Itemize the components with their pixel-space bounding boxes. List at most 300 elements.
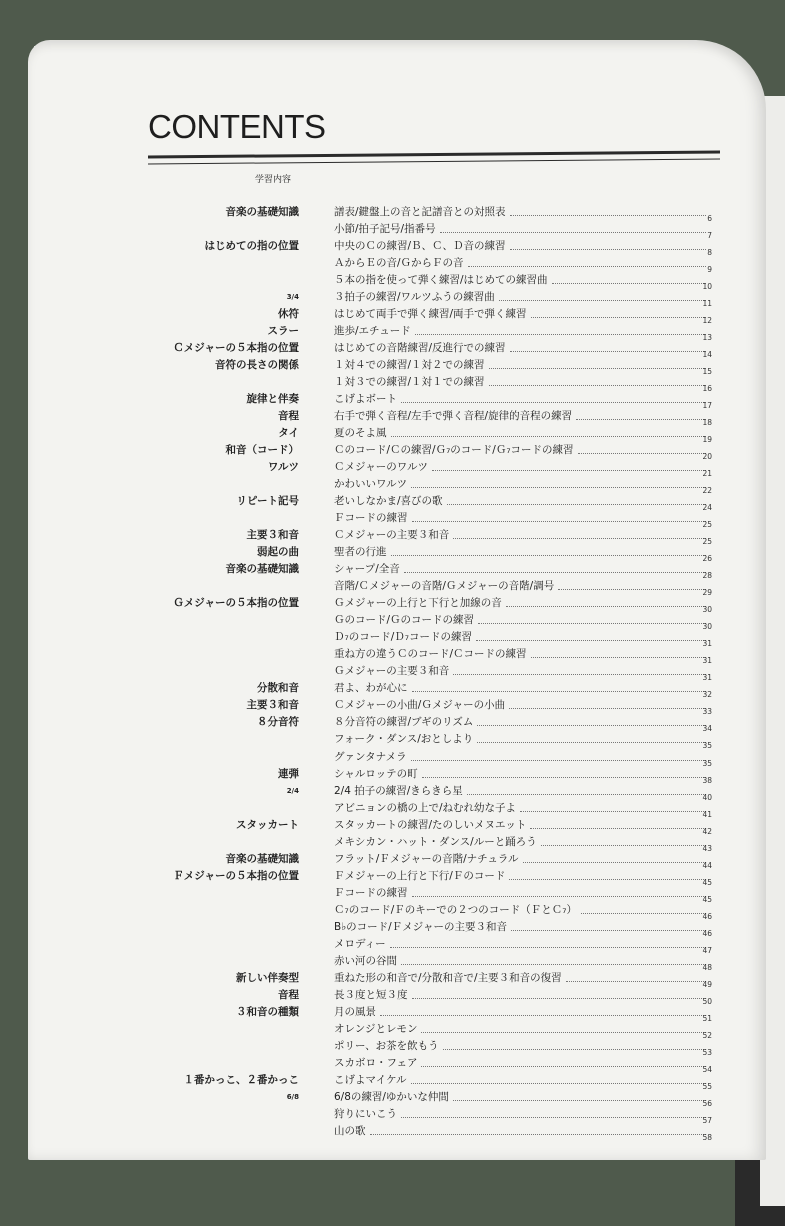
toc-row (0, 630, 785, 647)
toc-page-number: 14 (702, 350, 712, 360)
toc-entry (334, 1005, 710, 1019)
toc-page-number: 17 (702, 401, 712, 411)
toc-entry-title: 中央のＣの練習/Ｂ、Ｃ、Ｄ音の練習 (334, 240, 506, 253)
toc-entry (334, 375, 710, 389)
toc-row (0, 698, 785, 715)
toc-entry-title: 進歩/エチュード (334, 325, 411, 338)
toc-entry (334, 988, 710, 1002)
toc-row (0, 954, 785, 971)
toc-category: スタッカート (236, 818, 299, 831)
toc-entry (334, 1039, 710, 1053)
toc-entry (334, 869, 710, 883)
toc-row (0, 324, 785, 341)
toc-row (0, 613, 785, 630)
subheading: 学習内容 (255, 175, 292, 185)
toc-page-number: 12 (702, 316, 712, 326)
dot-leader (477, 725, 706, 726)
toc-entry-title: ８分音符の練習/ブギのリズム (334, 716, 474, 729)
toc-page-number: 33 (702, 707, 712, 717)
dot-leader (506, 606, 706, 607)
toc-row (0, 256, 785, 273)
toc-entry-title: 小節/拍子記号/指番号 (334, 223, 436, 236)
toc-entry-title: １対３での練習/１対１での練習 (334, 376, 485, 389)
toc-page-number: 26 (702, 554, 712, 564)
dot-leader (447, 504, 706, 505)
dot-leader (421, 1066, 706, 1067)
toc-entry (334, 903, 710, 917)
toc-category: ８分音符 (257, 716, 299, 729)
toc-row (0, 409, 785, 426)
toc-entry (334, 511, 710, 525)
toc-row (0, 1039, 785, 1056)
toc-entry-title: B♭のコード/Ｆメジャーの主要３和音 (334, 920, 507, 933)
toc-entry-title: Ｄ₇のコード/Ｄ₇コードの練習 (334, 631, 472, 644)
dot-leader (531, 657, 706, 658)
toc-row (0, 681, 785, 698)
toc-entry (334, 920, 710, 934)
toc-page-number: 38 (702, 775, 712, 785)
toc-entry-title: シャープ/全音 (334, 563, 400, 576)
toc-page-number: 15 (702, 367, 712, 377)
toc-entry-title: グァンタナメラ (334, 750, 407, 763)
toc-row (0, 290, 785, 307)
dot-leader (440, 232, 706, 233)
toc-entry (334, 886, 710, 900)
toc-page-number: 34 (702, 724, 712, 734)
dot-leader (411, 760, 706, 761)
toc-entry (334, 545, 710, 559)
toc-entry (334, 698, 710, 712)
toc-page-number: 10 (702, 282, 712, 292)
toc-entry-title: はじめての音階練習/反進行での練習 (334, 342, 506, 355)
toc-row (0, 562, 785, 579)
toc-page-number: 6 (707, 214, 712, 223)
toc-page-number: 30 (702, 605, 712, 615)
toc-entry (334, 630, 710, 644)
toc-entry (334, 443, 710, 457)
dot-leader (411, 487, 706, 488)
toc-page-number: 32 (702, 690, 712, 700)
toc-page-number: 46 (702, 911, 712, 921)
toc-category: 2/4 (286, 786, 299, 795)
toc-page-number: 31 (702, 673, 712, 683)
dot-leader (453, 674, 706, 675)
toc-category: 音程 (278, 410, 299, 423)
toc-entry-title: 重ね方の違うＣのコード/Ｃコードの練習 (334, 648, 527, 661)
toc-entry-title: 老いしなかま/喜びの歌 (334, 495, 443, 508)
dot-leader (412, 691, 707, 692)
toc-entry-title: Ｇメジャーの主要３和音 (334, 665, 450, 678)
toc-entry (334, 460, 710, 474)
toc-row (0, 818, 785, 835)
toc-entry-title: 重ねた形の和音で/分散和音で/主要３和音の復習 (334, 971, 562, 984)
dot-leader (530, 828, 706, 829)
toc-page-number: 35 (702, 758, 712, 768)
dot-leader (576, 419, 706, 420)
toc-entry-title: フォーク・ダンス/おとしより (334, 733, 474, 746)
toc-entry (334, 477, 710, 491)
toc-row (0, 835, 785, 852)
toc-page-number: 25 (702, 537, 712, 547)
toc-row (0, 920, 785, 937)
toc-entry (334, 426, 710, 440)
toc-entry (334, 784, 710, 798)
toc-page-number: 29 (702, 588, 712, 598)
toc-page-number: 47 (702, 945, 712, 955)
toc-entry-title: Ｃメジャーの小曲/Ｇメジャーの小曲 (334, 699, 506, 712)
dot-leader (510, 249, 706, 250)
toc-row (0, 715, 785, 732)
toc-entry (334, 971, 710, 985)
toc-row (0, 784, 785, 801)
toc-row (0, 937, 785, 954)
toc-page-number: 30 (702, 622, 712, 632)
toc-entry (334, 307, 710, 321)
toc-entry (334, 1107, 710, 1121)
toc-entry-title: Ｃ₇のコード/Ｆのキーでの２つのコード（ＦとＣ₇） (334, 903, 577, 916)
toc-row (0, 1090, 785, 1107)
toc-category: １番かっこ、２番かっこ (183, 1073, 299, 1086)
toc-page-number: 56 (702, 1098, 712, 1108)
toc-entry (334, 239, 710, 253)
dot-leader (558, 589, 706, 590)
dot-leader (509, 879, 706, 880)
toc-entry-title: Ｃメジャーのワルツ (334, 461, 428, 474)
toc-entry-title: シャルロッテの町 (334, 767, 418, 780)
toc-entry (334, 1022, 710, 1036)
toc-row (0, 1073, 785, 1090)
toc-row (0, 222, 785, 239)
dot-leader (453, 538, 706, 539)
toc-category: リピート記号 (236, 495, 299, 508)
toc-entry-title: ＡからＥの音/ＧからＦの音 (334, 257, 464, 270)
dot-leader (467, 794, 706, 795)
dot-leader (411, 1083, 706, 1084)
toc-row (0, 477, 785, 494)
toc-page-number: 25 (702, 520, 712, 530)
toc-page-number: 58 (702, 1132, 712, 1142)
dot-leader (476, 640, 706, 641)
toc-entry (334, 1073, 710, 1087)
toc-category: Ｆメジャーの５本指の位置 (173, 869, 299, 882)
toc-row (0, 239, 785, 256)
dot-leader (468, 266, 706, 267)
toc-entry-title: メキシカン・ハット・ダンス/ルーと踊ろう (334, 835, 537, 848)
toc-entry-title: オレンジとレモン (334, 1022, 418, 1035)
toc-entry-title: Ｇのコード/Ｇのコードの練習 (334, 614, 475, 627)
page-title: CONTENTS (148, 108, 326, 145)
toc-entry (334, 392, 710, 406)
toc-category: 主要３和音 (246, 529, 299, 542)
toc-page-number: 16 (702, 384, 712, 394)
toc-category: 連弾 (278, 767, 299, 780)
toc-page-number: 42 (702, 826, 712, 836)
dot-leader (510, 351, 706, 352)
toc-entry-title: スタッカートの練習/たのしいメヌエット (334, 818, 527, 831)
toc-entry-title: 赤い河の谷間 (334, 954, 397, 967)
toc-entry (334, 835, 710, 849)
toc-row (0, 767, 785, 784)
toc-category: 休符 (278, 308, 299, 321)
toc-entry-title: 6/8の練習/ゆかいな仲間 (334, 1090, 449, 1103)
toc-entry (334, 647, 710, 661)
dot-leader (499, 300, 706, 301)
toc-row (0, 869, 785, 886)
toc-entry (334, 715, 710, 729)
toc-row (0, 358, 785, 375)
toc-entry-title: Ｆコードの練習 (334, 886, 408, 899)
dot-leader (391, 555, 707, 556)
toc-entry-title: はじめて両手で弾く練習/両手で弾く練習 (334, 308, 527, 321)
toc-page-number: 50 (702, 996, 712, 1006)
dot-leader (478, 623, 706, 624)
toc-page-number: 54 (702, 1064, 712, 1074)
toc-entry (334, 290, 710, 304)
toc-entry (334, 579, 710, 593)
toc-entry (334, 767, 710, 781)
toc-category: 音程 (278, 988, 299, 1001)
toc-row (0, 460, 785, 477)
dot-leader (477, 742, 706, 743)
dot-leader (523, 862, 706, 863)
toc-entry-title: 君よ、わが心に (334, 682, 408, 695)
toc-entry-title: スカボロ・フェア (334, 1056, 418, 1069)
dot-leader (401, 1117, 706, 1118)
toc-category: 主要３和音 (246, 699, 299, 712)
toc-entry-title: 夏のそよ風 (334, 427, 387, 440)
toc-page-number: 19 (702, 435, 712, 445)
toc-entry (334, 409, 710, 423)
toc-page-number: 28 (702, 571, 712, 581)
dot-leader (511, 930, 706, 931)
toc-entry (334, 358, 710, 372)
toc-entry-title: こげよマイケル (334, 1073, 407, 1086)
toc-page-number: 45 (702, 894, 712, 904)
toc-category: はじめての指の位置 (204, 240, 299, 253)
dot-leader (412, 521, 707, 522)
toc-row (0, 732, 785, 749)
toc-category: Ｇメジャーの５本指の位置 (173, 597, 299, 610)
toc-entry-title: 譜表/鍵盤上の音と記譜音との対照表 (334, 206, 506, 218)
toc-entry (334, 528, 710, 542)
toc-page-number: 55 (702, 1081, 712, 1091)
toc-entry (334, 750, 710, 764)
toc-category: 新しい伴奏型 (236, 971, 299, 984)
toc-entry-title: 音階/Ｃメジャーの音階/Ｇメジャーの音階/調号 (334, 580, 555, 593)
toc-entry (334, 1124, 710, 1138)
toc-entry (334, 324, 710, 338)
toc-page-number: 49 (702, 979, 712, 989)
dot-leader (489, 368, 706, 369)
toc-entry-title: こげよボート (334, 393, 397, 406)
toc-entry-title: 2/4 拍子の練習/きらきら星 (334, 784, 463, 797)
toc-page-number: 51 (702, 1013, 712, 1023)
toc-row (0, 886, 785, 903)
toc-page-number: 46 (702, 928, 712, 938)
toc-entry-title: Ｆメジャーの上行と下行/Ｆのコード (334, 869, 506, 882)
toc-entry-title: 右手で弾く音程/左手で弾く音程/旋律的音程の練習 (334, 410, 573, 423)
toc-entry (334, 801, 710, 815)
toc-entry-title: メロディー (334, 937, 386, 950)
toc-row (0, 750, 785, 767)
toc-entry (334, 1056, 710, 1070)
toc-entry (334, 954, 710, 968)
dot-leader (390, 947, 706, 948)
dot-leader (401, 402, 706, 403)
toc-entry (334, 256, 710, 270)
toc-page-number: 41 (702, 809, 712, 819)
dot-leader (401, 964, 706, 965)
toc-row (0, 1124, 785, 1141)
dot-leader (509, 708, 706, 709)
toc-row (0, 988, 785, 1005)
toc-entry-title: Ｇメジャーの上行と下行と加線の音 (334, 597, 502, 610)
toc-entry (334, 222, 710, 236)
toc-entry-title: かわいいワルツ (334, 478, 408, 491)
toc-category: Ｃメジャーの５本指の位置 (173, 342, 299, 355)
toc-row (0, 1005, 785, 1022)
toc-entry (334, 1090, 710, 1104)
toc-category: 6/8 (286, 1092, 299, 1101)
toc-row (0, 375, 785, 392)
toc-entry (334, 681, 710, 695)
toc-page-number: 57 (702, 1115, 712, 1125)
toc-entry (334, 852, 710, 866)
toc-entry (334, 341, 710, 355)
toc-page-number: 52 (702, 1030, 712, 1040)
toc-row (0, 1107, 785, 1124)
dot-leader (404, 572, 706, 573)
dot-leader (520, 811, 706, 812)
toc-page-number: 31 (702, 656, 712, 666)
dot-leader (552, 283, 706, 284)
toc-row (0, 307, 785, 324)
toc-row (0, 1022, 785, 1039)
toc-row (0, 1056, 785, 1073)
toc-entry (334, 562, 710, 576)
dot-leader (412, 896, 707, 897)
contents-list (0, 205, 785, 1141)
dot-leader (531, 317, 706, 318)
toc-row (0, 443, 785, 460)
toc-page-number: 9 (707, 265, 712, 275)
toc-category: 3/4 (286, 293, 299, 302)
toc-entry-title: Ｃメジャーの主要３和音 (334, 529, 450, 542)
toc-row (0, 664, 785, 681)
toc-page-number: 45 (702, 877, 712, 887)
toc-row (0, 971, 785, 988)
toc-category: 音楽の基礎知識 (225, 563, 299, 576)
toc-row (0, 596, 785, 613)
dot-leader (566, 981, 706, 982)
toc-entry (334, 205, 710, 219)
dot-leader (489, 385, 706, 386)
toc-row (0, 494, 785, 511)
toc-entry (334, 818, 710, 832)
toc-row (0, 545, 785, 562)
dot-leader (370, 1134, 707, 1135)
toc-category: タイ (278, 427, 299, 440)
toc-entry-title: 狩りにいこう (334, 1107, 397, 1120)
toc-row (0, 273, 785, 290)
toc-entry-title: 月の風景 (334, 1005, 376, 1018)
toc-page-number: 20 (702, 452, 712, 462)
toc-page-number: 13 (702, 333, 712, 343)
toc-page-number: 48 (702, 962, 712, 972)
toc-page-number: 7 (707, 231, 712, 241)
toc-entry-title: 長３度と短３度 (334, 988, 408, 1001)
dot-leader (422, 777, 706, 778)
toc-entry-title: ３拍子の練習/ワルツふうの練習曲 (334, 291, 495, 304)
dot-leader (415, 334, 706, 335)
toc-row (0, 852, 785, 869)
dot-leader (412, 998, 707, 999)
toc-entry (334, 937, 710, 951)
toc-row (0, 647, 785, 664)
dot-leader (443, 1049, 706, 1050)
dot-leader (581, 913, 706, 914)
toc-page-number: 53 (702, 1047, 712, 1057)
toc-page-number: 31 (702, 639, 712, 649)
toc-category: スラー (267, 325, 299, 338)
toc-entry (334, 494, 710, 508)
toc-entry-title: ５本の指を使って弾く練習/はじめての練習曲 (334, 274, 548, 287)
toc-entry-title: 山の歌 (334, 1124, 366, 1137)
toc-page-number: 21 (702, 469, 712, 479)
toc-entry (334, 596, 710, 610)
toc-row (0, 392, 785, 409)
toc-category: 音楽の基礎知識 (225, 206, 299, 218)
toc-entry (334, 732, 710, 746)
toc-row (0, 205, 785, 222)
toc-category: ３和音の種類 (236, 1005, 299, 1018)
toc-page-number: 43 (702, 843, 712, 853)
toc-category: 弱起の曲 (257, 546, 299, 559)
toc-category: 和音（コード） (225, 444, 299, 457)
toc-entry-title: アビニョンの橋の上で/ねむれ幼な子よ (334, 801, 517, 814)
dot-leader (541, 845, 706, 846)
toc-row (0, 426, 785, 443)
toc-category: 分散和音 (257, 682, 299, 695)
toc-page-number: 40 (702, 792, 712, 802)
toc-page-number: 22 (702, 486, 712, 496)
toc-category: 音楽の基礎知識 (225, 852, 299, 865)
toc-row (0, 903, 785, 920)
toc-entry (334, 273, 710, 287)
toc-row (0, 528, 785, 545)
dot-leader (578, 453, 706, 454)
toc-category: ワルツ (267, 461, 299, 474)
toc-page-number: 24 (702, 503, 712, 513)
toc-entry-title: Ｃのコード/Ｃの練習/Ｇ₇のコード/Ｇ₇コードの練習 (334, 444, 574, 457)
toc-category: 音符の長さの関係 (215, 359, 299, 372)
toc-row (0, 341, 785, 358)
toc-entry-title: ポリー、お茶を飲もう (334, 1039, 439, 1052)
toc-page-number: 8 (707, 248, 712, 258)
dot-leader (453, 1100, 706, 1101)
toc-entry (334, 664, 710, 678)
dot-leader (432, 470, 706, 471)
toc-entry-title: Ｆコードの練習 (334, 512, 408, 525)
toc-entry-title: 聖者の行進 (334, 546, 387, 559)
toc-entry-title: １対４での練習/１対２での練習 (334, 359, 485, 372)
toc-page-number: 11 (702, 299, 712, 309)
toc-category: 旋律と伴奏 (246, 393, 299, 406)
toc-page-number: 44 (702, 860, 712, 870)
dot-leader (380, 1015, 706, 1016)
toc-page-number: 18 (702, 418, 712, 428)
toc-entry (334, 613, 710, 627)
